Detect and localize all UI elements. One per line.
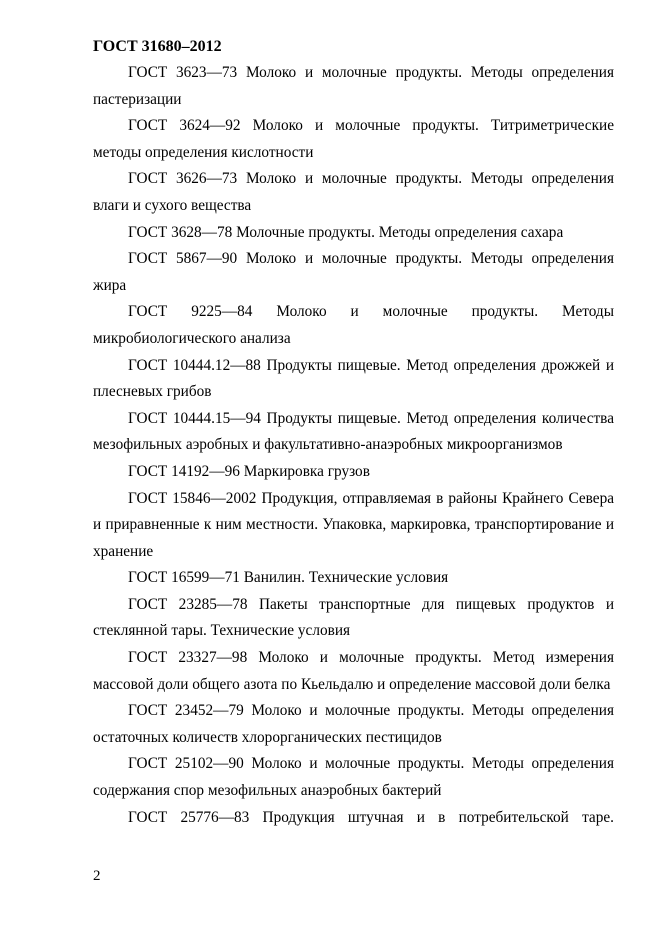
reference-title: Молоко и молочные продукты. Методы определения содержания спор мезофильных анаэробных бактерий	[93, 755, 615, 800]
reference-title: Маркировка грузов	[243, 462, 370, 480]
reference-item	[93, 166, 614, 219]
reference-code: ГОСТ 25102—90	[128, 755, 244, 773]
document-header: ГОСТ 31680–2012	[93, 38, 222, 55]
reference-code: ГОСТ 9225—84	[128, 303, 253, 321]
page-number: 2	[93, 868, 101, 884]
reference-item	[93, 645, 614, 698]
reference-code: ГОСТ 3624—92	[128, 117, 241, 135]
reference-item	[93, 220, 614, 247]
reference-title: Молоко и молочные продукты. Титриметрические методы определения кислотности	[93, 117, 615, 161]
reference-item	[93, 299, 614, 352]
document-page	[93, 36, 614, 831]
reference-title: Продукты пищевые. Метод определения количества мезофильных аэробных и факультативно-анаэробных микроорганизмов	[93, 409, 614, 454]
reference-item	[93, 751, 614, 804]
reference-code: ГОСТ 3626—73	[128, 170, 238, 188]
reference-item	[93, 592, 614, 645]
reference-item	[93, 353, 614, 406]
reference-code: ГОСТ 16599—71	[128, 569, 240, 587]
reference-item	[93, 60, 614, 113]
reference-title: Молоко и молочные продукты. Методы определения жира	[93, 250, 614, 294]
reference-code: ГОСТ 3628—78	[128, 223, 233, 241]
reference-title: Молоко и молочные продукты. Метод измерения массовой доли общего азота по Кьельдалю и определение массовой доли белка	[93, 649, 614, 693]
reference-item	[93, 805, 614, 832]
reference-item	[93, 113, 614, 166]
reference-item	[93, 486, 614, 566]
reference-code: ГОСТ 23327—98	[128, 649, 248, 667]
reference-code: ГОСТ 25776—83	[128, 808, 250, 826]
reference-title: Ванилин. Технические условия	[243, 569, 449, 587]
reference-title: Молоко и молочные продукты. Методы определения остаточных количеств хлорорганических пестицидов	[93, 702, 615, 746]
reference-title: Молоко и молочные продукты. Методы определения влаги и сухого вещества	[93, 170, 614, 214]
reference-title: Молоко и молочные продукты. Методы определения пастеризации	[93, 64, 614, 108]
reference-item	[93, 698, 614, 751]
reference-code: ГОСТ 5867—90	[128, 250, 238, 268]
reference-item	[93, 406, 614, 459]
normative-references-list	[93, 60, 614, 831]
reference-code: ГОСТ 14192—96	[128, 462, 240, 480]
reference-item	[93, 565, 614, 592]
reference-code: ГОСТ 10444.15—94	[128, 409, 261, 427]
reference-item	[93, 459, 614, 486]
reference-code: ГОСТ 23285—78	[128, 595, 248, 613]
reference-title: Продукты пищевые. Метод определения дрожжей и плесневых грибов	[93, 356, 615, 401]
reference-code: ГОСТ 3623—73	[128, 64, 238, 81]
reference-title: Молочные продукты. Методы определения сахара	[236, 223, 564, 241]
reference-code: ГОСТ 10444.12—88	[128, 356, 261, 374]
reference-code: ГОСТ 23452—79	[128, 702, 244, 720]
reference-title: Продукция штучная и в потребительской таре.	[262, 808, 614, 826]
reference-title: Пакеты транспортные для пищевых продуктов и стеклянной тары. Технические условия	[93, 595, 615, 640]
reference-item	[93, 246, 614, 299]
reference-title: Продукция, отправляемая в районы Крайнего Севера и приравненные к ним местности. Упаковка, маркировка, транспортирование и хранение	[93, 489, 615, 560]
reference-code: ГОСТ 15846—2002	[128, 489, 257, 507]
reference-title: Молоко и молочные продукты. Методы микробиологического анализа	[93, 303, 614, 347]
